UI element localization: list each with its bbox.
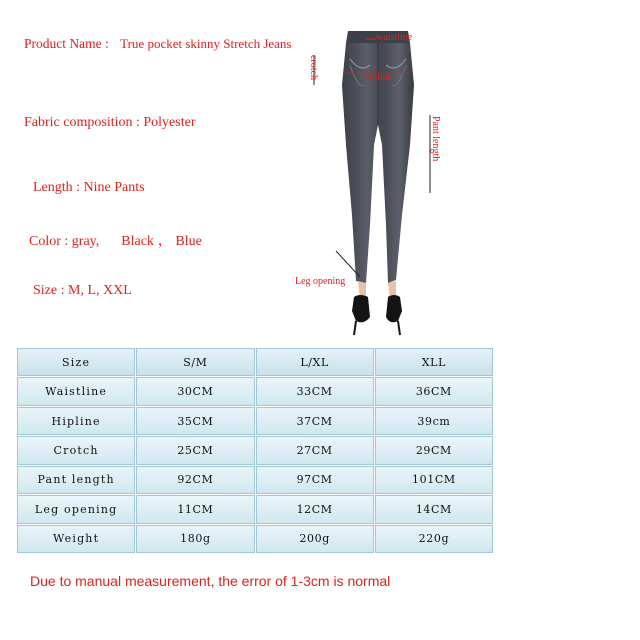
table-row (17, 465, 494, 494)
hipline-annotation: Hipline (362, 72, 392, 83)
color-line (29, 230, 202, 250)
table-cell: 180g (136, 524, 255, 553)
table-cell: 97CM (255, 465, 374, 494)
table-cell: 200g (255, 524, 374, 553)
row-label: Pant length (17, 465, 136, 494)
table-cell: 39cm (374, 406, 493, 435)
header-cell: S/M (136, 348, 255, 377)
length-line: Length : Nine Pants (33, 180, 145, 195)
size-line: Size : M, L, XXL (33, 283, 132, 298)
row-label: Hipline (17, 406, 136, 435)
color-blue: ， Blue (157, 234, 202, 249)
table-cell: 220g (374, 524, 493, 553)
table-row (17, 495, 494, 524)
table-header-row (17, 348, 494, 377)
measurement-note: Due to manual measurement, the error of 1-3cm is normal (30, 573, 391, 589)
row-label: Weight (17, 524, 136, 553)
table-cell: 30CM (136, 377, 255, 406)
table-cell: 37CM (255, 406, 374, 435)
row-label: Crotch (17, 436, 136, 465)
table-cell: 25CM (136, 436, 255, 465)
color-black: Black (121, 234, 154, 249)
table-row (17, 524, 494, 553)
table-cell: 33CM (255, 377, 374, 406)
table-cell: 35CM (136, 406, 255, 435)
table-cell: 12CM (255, 495, 374, 524)
table-cell: 11CM (136, 495, 255, 524)
table-cell: 36CM (374, 377, 493, 406)
table-cell: 29CM (374, 436, 493, 465)
table-row (17, 406, 494, 435)
leg-opening-annotation: Leg opening (295, 276, 346, 287)
table-cell: 14CM (374, 495, 493, 524)
product-name-value: True pocket skinny Stretch Jeans (120, 36, 292, 51)
table-row (17, 377, 494, 406)
crotch-annotation: crotch (308, 55, 319, 80)
row-label: Leg opening (17, 495, 136, 524)
waistline-annotation: waistline (376, 32, 413, 43)
table-cell: 101CM (374, 465, 493, 494)
fabric-composition: Fabric composition : Polyester (24, 115, 196, 130)
size-table (16, 347, 494, 554)
table-cell: 27CM (255, 436, 374, 465)
product-name-line (24, 36, 292, 52)
pant-length-annotation: Pant length (430, 116, 441, 162)
header-cell: Size (17, 348, 136, 377)
header-cell: L/XL (255, 348, 374, 377)
table-cell: 92CM (136, 465, 255, 494)
row-label: Waistline (17, 377, 136, 406)
color-label: Color : gray, (29, 234, 100, 249)
product-name-label: Product Name : (24, 36, 109, 51)
table-row (17, 436, 494, 465)
header-cell: XLL (374, 348, 493, 377)
